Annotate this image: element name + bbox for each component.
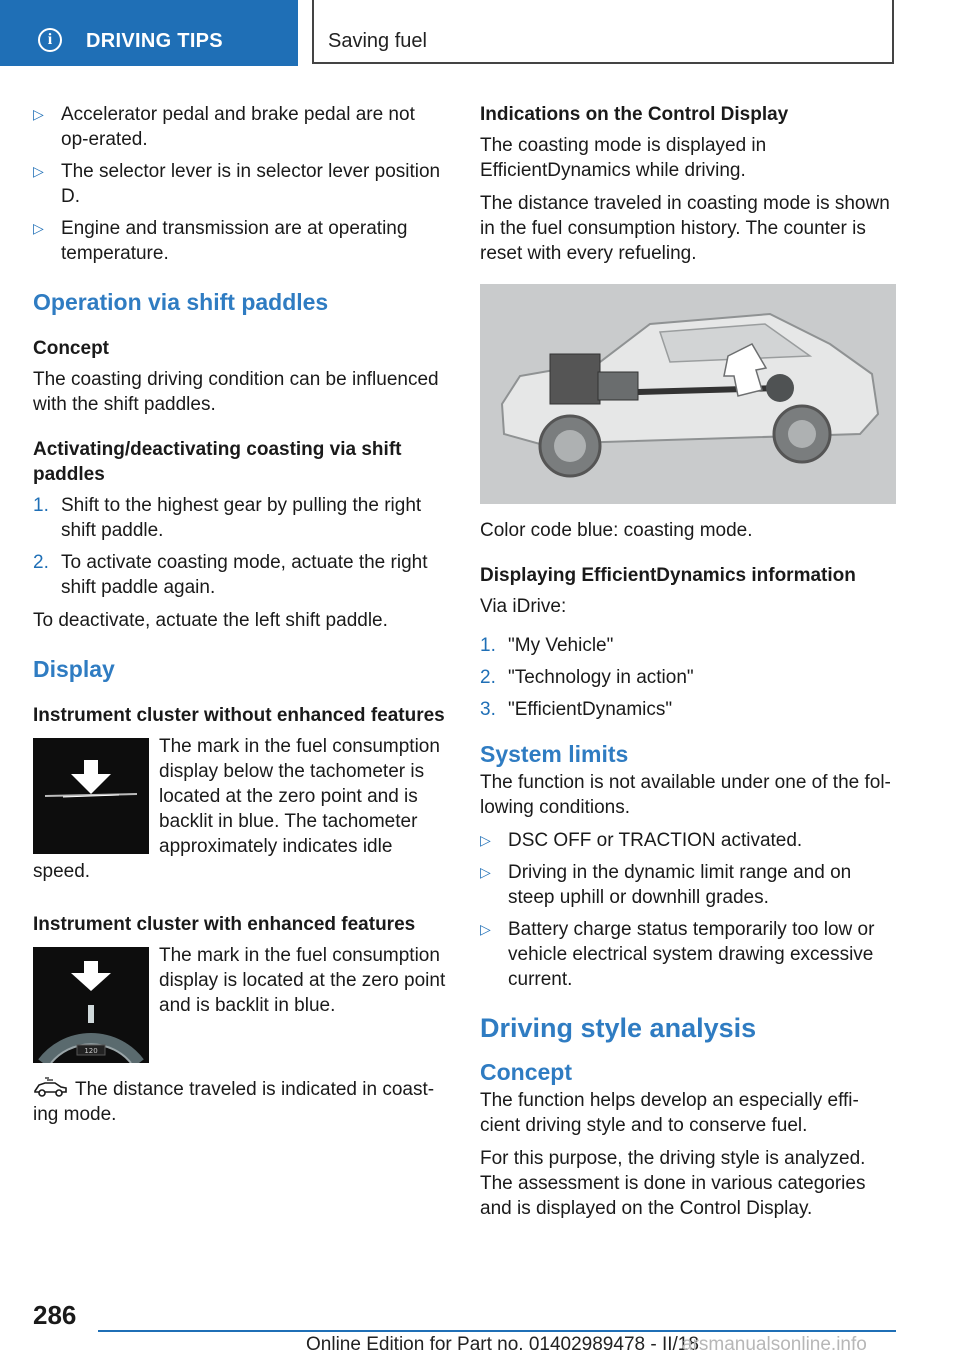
chapter-tab-label: DRIVING TIPS [86, 30, 223, 52]
concept-text-2: For this purpose, the driving style is analyzed. The assessment is done in various categories and is displayed on the Control Display. [480, 1148, 866, 1219]
concept-heading-right: Concept [480, 1059, 572, 1085]
condition-list [33, 102, 447, 266]
list-item-text: DSC OFF or TRACTION activated. [508, 830, 803, 851]
cluster-enhanced-image [33, 947, 149, 1063]
system-limits-heading: System limits [480, 741, 629, 767]
list-item [480, 860, 896, 910]
list-item [33, 102, 447, 152]
footer-divider [98, 1330, 896, 1332]
ed-info-heading: Displaying EfficientDynamics information [480, 565, 856, 586]
list-item [33, 550, 447, 600]
list-item [33, 216, 447, 266]
list-item [480, 917, 896, 992]
list-item-text: Engine and transmission are at operating temperature. [61, 218, 408, 264]
indications-text-2: The distance traveled in coasting mode is shown in the fuel consumption history. The counter is reset with every refueling. [480, 193, 890, 264]
down-arrow-icon [33, 738, 149, 854]
driving-style-heading: Driving style analysis [480, 1013, 757, 1043]
cluster-basic-image [33, 738, 149, 854]
step-number: 3. [480, 699, 496, 720]
indications-text-1: The coasting mode is displayed in EfficientDynamics while driving. [480, 135, 767, 181]
list-item [480, 665, 896, 690]
cluster-basic-heading: Instrument cluster without enhanced features [33, 705, 445, 726]
chapter-tab[interactable] [0, 0, 298, 66]
via-idrive-text: Via iDrive: [480, 596, 567, 617]
cluster-basic-text: The mark in the fuel consumption display below the tachometer is located at the zero point and is backlit in blue. The tachometer approximately indicates idle speed. [33, 736, 440, 882]
triangle-right-icon: ▷ [480, 832, 491, 848]
list-item-text: "My Vehicle" [508, 635, 614, 656]
concept-text-1: The function helps develop an especially effi‐cient driving style and to conserve fuel. [480, 1090, 859, 1136]
display-heading: Display [33, 656, 115, 682]
list-item [33, 159, 447, 209]
edition-text: Online Edition for Part no. 01402989478 - II/18 [306, 1334, 699, 1355]
shift-paddles-heading: Operation via shift paddles [33, 289, 329, 315]
left-column [33, 102, 447, 1135]
cluster-enhanced-text: The mark in the fuel consumption display is located at the zero point and is backlit in blue. [159, 945, 446, 1016]
concept-heading: Concept [33, 338, 109, 359]
list-item [480, 697, 896, 722]
car-drivetrain-icon [480, 284, 896, 504]
list-item-text: Driving in the dynamic limit range and on steep uphill or downhill grades. [508, 862, 852, 908]
step-number: 2. [33, 552, 49, 573]
indications-heading: Indications on the Control Display [480, 104, 789, 125]
step-number: 1. [480, 635, 496, 656]
triangle-right-icon: ▷ [480, 864, 491, 880]
distance-text-block [33, 1077, 447, 1127]
deactivate-text: To deactivate, actuate the left shift paddle. [33, 610, 388, 631]
gauge-value: 120 [84, 1047, 98, 1055]
watermark-text: arsmanualsonline.info [682, 1334, 867, 1355]
list-item-text: "EfficientDynamics" [508, 699, 673, 720]
section-title: Saving fuel [328, 30, 427, 52]
cluster-enhanced-heading: Instrument cluster with enhanced features [33, 914, 416, 935]
cluster-enhanced-block [33, 943, 447, 1067]
step-number: 2. [480, 667, 496, 688]
idrive-steps-list [480, 633, 896, 722]
list-item [480, 633, 896, 658]
figure-caption: Color code blue: coasting mode. [480, 520, 753, 541]
car-illustration [480, 284, 896, 504]
list-item [33, 493, 447, 543]
triangle-right-icon: ▷ [33, 163, 44, 179]
triangle-right-icon: ▷ [33, 106, 44, 122]
activating-heading: Activating/deactivating coasting via shift paddles [33, 439, 402, 485]
triangle-right-icon: ▷ [33, 220, 44, 236]
section-header [312, 0, 894, 64]
info-icon: i [38, 28, 62, 52]
limits-list [480, 828, 896, 992]
step-number: 1. [33, 495, 49, 516]
list-item [480, 828, 896, 853]
car-coasting-icon [33, 1077, 69, 1099]
system-limits-text: The function is not available under one of the fol‐lowing conditions. [480, 772, 891, 818]
list-item-text: To activate coasting mode, actuate the right shift paddle again. [61, 552, 428, 598]
list-item-text: Battery charge status temporarily too low or vehicle electrical system drawing excessive current. [508, 919, 875, 990]
right-column [480, 102, 896, 1229]
cluster-basic-block [33, 734, 447, 892]
page-number: 286 [33, 1300, 77, 1330]
list-item-text: Shift to the highest gear by pulling the right shift paddle. [61, 495, 422, 541]
list-item-text: "Technology in action" [508, 667, 694, 688]
triangle-right-icon: ▷ [480, 921, 491, 937]
concept-text: The coasting driving condition can be influenced with the shift paddles. [33, 369, 439, 415]
list-item-text: Accelerator pedal and brake pedal are not op‐erated. [61, 104, 415, 150]
steps-list [33, 493, 447, 600]
distance-text: The distance traveled is indicated in coast‐ing mode. [33, 1079, 435, 1125]
list-item-text: The selector lever is in selector lever position D. [61, 161, 441, 207]
down-arrow-icon [33, 947, 149, 1063]
